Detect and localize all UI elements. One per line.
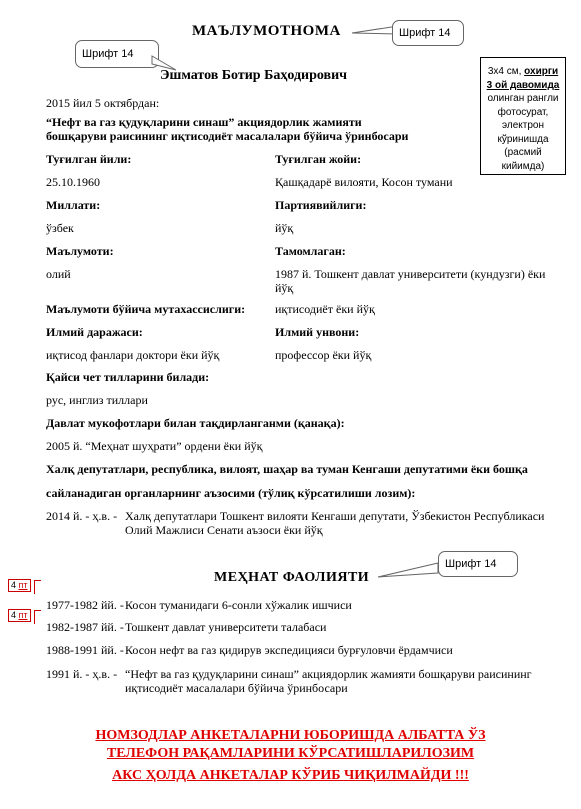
graduated-label: Тамомлаган: <box>275 244 346 258</box>
birth-year-label: Туғилган йили: <box>46 152 132 166</box>
birth-year-value: 25.10.1960 <box>46 175 100 189</box>
work-item-years: 1991 й. - ҳ.в. - <box>46 667 118 681</box>
work-item-years: 1977-1982 йй. - <box>46 598 124 612</box>
work-section-title: МЕҲНАТ ФАОЛИЯТИ <box>214 570 370 585</box>
work-item-text: “Нефт ва газ қудуқларини синаш” акциядорлик жамияти бошқаруви раисининг <box>125 667 532 681</box>
degree-value: иқтисод фанлари доктори ёки йўқ <box>46 348 220 362</box>
specialty-label: Маълумоти бўйича мутахассислиги: <box>46 302 246 316</box>
photo-note-text: (расмий <box>504 147 542 158</box>
languages-label: Қайси чет тилларини билади: <box>46 370 210 384</box>
party-value: йўқ <box>275 221 294 235</box>
date-line: 2015 йил 5 октябрдан: <box>46 96 160 110</box>
work-item-years: 1982-1987 йй. - <box>46 620 124 634</box>
education-label: Маълумоти: <box>46 244 114 258</box>
marker-unit: пт <box>18 610 28 620</box>
marker-number: 4 <box>11 610 19 620</box>
work-item-years: 1988-1991 йй. - <box>46 643 124 657</box>
deputy-label-2: сайланадиган органларнинг аъзосими (тўлиқ кўрсатилиши лозим): <box>46 486 416 500</box>
spacing-bracket <box>34 610 41 624</box>
photo-note-text: олинган рангли <box>487 93 559 104</box>
position-line-1: “Нефт ва газ қудуқларини синаш” акциядорлик жамияти <box>46 115 362 129</box>
photo-note-text: кўринишда <box>497 133 549 145</box>
photo-note-text: электрон <box>502 120 544 131</box>
position-line-2: бошқаруви раисининг иқтисодиёт масалалари бўйича ўринбосари <box>46 129 409 143</box>
font-size-callout-work <box>438 551 518 577</box>
marker-unit: пт <box>18 580 28 590</box>
work-item-text: Тошкент давлат университети талабаси <box>125 620 327 634</box>
languages-value: рус, инглиз тиллари <box>46 393 148 407</box>
callout-pointer <box>376 561 440 581</box>
work-item-text: иқтисодиёт масалалари бўйича ўринбосари <box>125 681 348 695</box>
party-label: Партиявийлиги: <box>275 198 367 212</box>
photo-note-text: фотосурат, <box>497 106 549 118</box>
warning-line-1: НОМЗОДЛАР АНКЕТАЛАРНИ ЮБОРИШДА АЛБАТТА ЎЗ <box>95 728 486 743</box>
awards-value: 2005 й. “Меҳнат шуҳрати” ордени ёки йўқ <box>46 439 263 453</box>
callout-text: Шрифт 14 <box>399 27 451 39</box>
birth-place-value: Қашқадарё вилояти, Косон тумани <box>275 175 453 189</box>
photo-note-text: кийимда) <box>501 160 545 172</box>
specialty-value: иқтисодиёт ёки йўқ <box>275 302 375 316</box>
graduated-value-2: йўқ <box>275 281 294 295</box>
nationality-value: ўзбек <box>46 221 74 235</box>
font-size-callout-title <box>392 20 464 46</box>
education-value: олий <box>46 267 71 281</box>
font-size-callout-name <box>75 40 159 68</box>
callout-text: Шрифт 14 <box>82 48 134 60</box>
awards-label: Давлат мукофотлари билан тақдирланганми (қанақа): <box>46 416 345 430</box>
photo-size-text: 3х4 см, <box>487 66 522 77</box>
work-item-text: Косон туманидаги 6-сонли хўжалик ишчиси <box>125 598 352 612</box>
spacing-bracket <box>34 580 41 594</box>
work-item-text: Косон нефт ва газ қидирув экспедицияси бурғуловчи ёрдамчиси <box>125 643 453 657</box>
degree-label: Илмий даражаси: <box>46 325 143 339</box>
warning-line-2: ТЕЛЕФОН РАҚАМЛАРИНИ КЎРСАТИШЛАРИЛОЗИМ <box>106 746 475 761</box>
deputy-text-2: Олий Мажлиси Сенати аъзоси ёки йўқ <box>125 523 323 537</box>
academic-title-value: профессор ёки йўқ <box>275 348 372 362</box>
marker-number: 4 <box>11 580 19 590</box>
callout-text: Шрифт 14 <box>445 558 497 570</box>
document-title: МАЪЛУМОТНОМА <box>192 23 341 39</box>
deputy-label-1: Халқ депутатлари, республика, вилоят, шаҳар ва туман Кенгаши депутатими ёки бошқа <box>46 462 528 476</box>
birth-place-label: Туғилган жойи: <box>275 152 362 166</box>
graduated-value-1: 1987 й. Тошкент давлат университети (кундузги) ёки <box>275 267 546 281</box>
deputy-text-1: Халқ депутатлари Тошкент вилояти Кенгаши депутати, Ўзбекистон Республикаси <box>125 509 545 523</box>
nationality-label: Миллати: <box>46 198 101 212</box>
spacing-marker-4pt <box>8 579 31 592</box>
deputy-years: 2014 й. - ҳ.в. - <box>46 509 118 523</box>
photo-note-underlined: 3 ой давомида <box>486 79 560 91</box>
spacing-marker-4pt <box>8 609 31 622</box>
photo-note-underlined: охирги <box>524 66 559 77</box>
academic-title-label: Илмий унвони: <box>275 325 360 339</box>
photo-placeholder <box>480 57 566 175</box>
person-name: Эшматов Ботир Баҳодирович <box>160 68 348 83</box>
warning-line-3: АКС ҲОЛДА АНКЕТАЛАР КЎРИБ ЧИҚИЛМАЙДИ !!! <box>112 768 469 783</box>
